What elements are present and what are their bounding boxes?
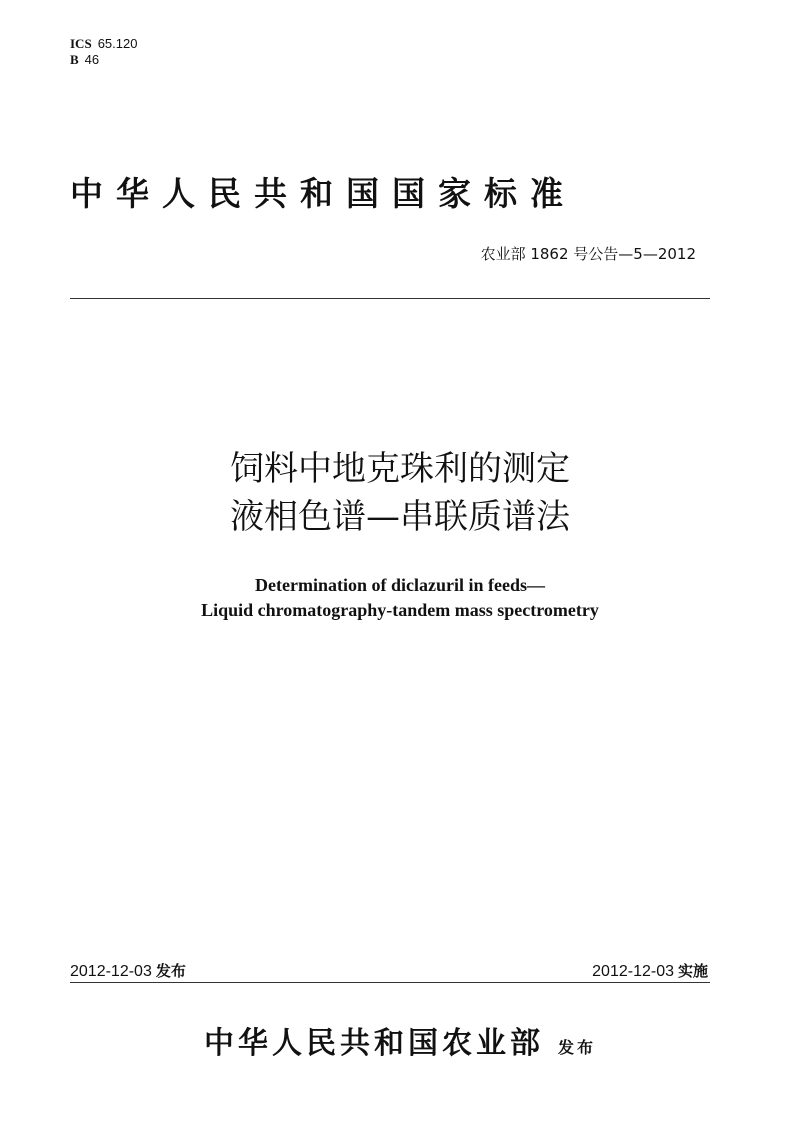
ics-value: 65.120 <box>97 36 138 51</box>
standard-number: 农业部 1862 号公告—5—2012 <box>480 245 696 263</box>
issuer <box>0 1018 800 1062</box>
issue-date <box>70 960 186 981</box>
title-cn-line-1: 饲料中地克珠利的测定 <box>230 449 570 489</box>
title-en-line-2: Liquid chromatography-tandem mass spectrometry <box>201 600 599 620</box>
issuer-action: 发布 <box>557 1038 596 1057</box>
implement-date-value: 2012-12-03 <box>592 963 674 980</box>
implement-date <box>592 960 708 981</box>
ics-code <box>70 36 137 52</box>
ics-label: ICS <box>70 36 92 51</box>
footer-divider <box>70 982 710 983</box>
title-en-line-1: Determination of diclazuril in feeds— <box>255 575 545 595</box>
header-divider <box>70 298 710 299</box>
ccs-value: 46 <box>84 52 100 67</box>
standard-title: 中华人民共和国国家标准 <box>70 174 576 213</box>
ccs-label: B <box>70 52 79 67</box>
issue-date-value: 2012-12-03 <box>70 963 152 980</box>
implement-date-label: 实施 <box>677 962 708 980</box>
title-cn-line-2: 液相色谱—串联质谱法 <box>230 497 570 537</box>
ccs-code <box>70 52 99 68</box>
issuer-org: 中华人民共和国农业部 <box>203 1026 544 1061</box>
issue-date-label: 发布 <box>155 962 186 980</box>
